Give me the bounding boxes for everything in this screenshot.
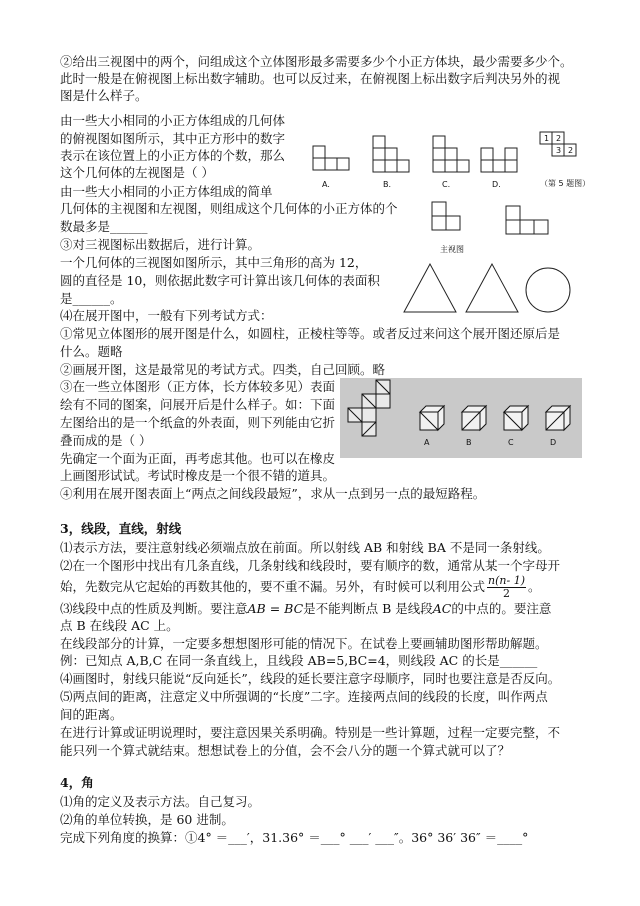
section-heading: 3，线段，直线，射线 bbox=[60, 521, 182, 536]
text-line: 在线段部分的计算，一定要多想想图形可能的情况下。在试卷上要画辅助图形帮助解题。 bbox=[60, 636, 548, 651]
text-span: 。 bbox=[527, 579, 541, 594]
text-line: 是______。 bbox=[60, 291, 123, 306]
option-b-label: B. bbox=[383, 180, 392, 189]
section-heading: 4，角 bbox=[60, 775, 94, 790]
top-view-options-figure bbox=[305, 128, 541, 198]
main-and-left-view-figure bbox=[430, 198, 570, 242]
text-line: 先确定一个面为正面，再考虑其他。也可以在橡皮 bbox=[60, 451, 336, 466]
text-line: 能只列一个算式就结束。想想试卷上的分值，会不会八分的题一个算式就可以了？ bbox=[60, 743, 511, 758]
fraction-denominator: 2 bbox=[503, 587, 510, 600]
cube-net-figure bbox=[340, 378, 582, 458]
box-option-label: C bbox=[508, 438, 514, 447]
text-line: ⑵角的单位转换，是 60 进制。 bbox=[60, 812, 234, 827]
text-line: 此时一般是在俯视图上标出数字辅助。也可以反过来，在俯视图上标出数字后判决另外的视 bbox=[60, 71, 561, 86]
text-line: 圆的直径是 10，则依据此数字可计算出该几何体的表面积 bbox=[60, 273, 380, 288]
q5-caption: （第 5 题图） bbox=[540, 179, 591, 188]
equation: AB = BC bbox=[247, 601, 304, 616]
text-line: ⑵在一个图形中找出有几条直线，几条射线和线段时，要有顺序的数，通常从某一个字母开 bbox=[60, 558, 561, 573]
text-line: 上画图形试试。考试时橡皮是一个很不错的道具。 bbox=[60, 468, 336, 483]
text-line-with-formula bbox=[60, 575, 541, 600]
text-line: ⑴角的定义及表示方法。自己复习。 bbox=[60, 794, 261, 809]
box-option-label: B bbox=[466, 438, 472, 447]
option-a-label: A. bbox=[322, 180, 330, 189]
text-line: 图是什么样子。 bbox=[60, 88, 148, 103]
text-line: 表示在该位置上的小正方体的个数，那么 bbox=[60, 148, 286, 163]
text-line: 数最多是______ bbox=[60, 219, 148, 234]
box-option-label: D bbox=[550, 438, 557, 447]
segment-name: AC bbox=[432, 601, 452, 616]
grid-number: 2 bbox=[568, 146, 574, 155]
text-line: 一个几何体的三视图如图所示，其中三角形的高为 12， bbox=[60, 255, 368, 270]
text-line: ⑴表示方法，要注意射线必须端点放在前面。所以射线 AB 和射线 BA 不是同一条射线。 bbox=[60, 540, 550, 555]
text-span: 始，先数完从它起始的再数其他的，要不重不漏。另外，有时候可以利用公式 bbox=[60, 579, 486, 594]
text-line: ③对三视图标出数据后，进行计算。 bbox=[60, 237, 261, 252]
text-line: ③在一些立体图形（正方体，长方体较多见）表面 bbox=[60, 379, 336, 394]
text-line: 例：已知点 A,B,C 在同一条直线上，且线段 AB=5,BC=4，则线段 AC 的长是______ bbox=[60, 653, 538, 668]
text-line: ②画展开图，这是最常见的考试方式。四类，自己回顾。略 bbox=[60, 362, 386, 377]
three-views-figure bbox=[400, 258, 580, 318]
text-line: 叠而成的是（ ） bbox=[60, 433, 152, 448]
text-line: 的俯视图如图所示，其中正方形中的数字 bbox=[60, 131, 286, 146]
text-line: 点 B 在线段 AC 上。 bbox=[60, 618, 179, 633]
text-line: 间的距离。 bbox=[60, 707, 123, 722]
option-c-label: C. bbox=[442, 180, 451, 189]
text-span: 是不能判断点 B 是线段 bbox=[303, 601, 433, 616]
text-line: 这个几何体的左视图是（ ） bbox=[60, 165, 214, 180]
grid-number: 1 bbox=[544, 134, 550, 143]
text-line: ⑸两点间的距离，注意定义中所强调的“长度”二字。连接两点间的线段的长度，叫作两点 bbox=[60, 689, 548, 704]
text-line: 绘有不同的图案，问展开后是什么样子。如：下面 bbox=[60, 397, 336, 412]
text-line: 在进行计算或证明说理时，要注意因果关系明确。特别是一些计算题，过程一定要完整，不 bbox=[60, 725, 561, 740]
text-line: 由一些大小相同的小正方体组成的简单 bbox=[60, 184, 273, 199]
grid-number: 2 bbox=[556, 134, 562, 143]
text-line: 几何体的主视图和左视图，则组成这个几何体的小正方体的个 bbox=[60, 201, 398, 216]
box-option-label: A bbox=[424, 438, 430, 447]
text-line: ④利用在展开图表面上“两点之间线段最短”，求从一点到另一点的最短路程。 bbox=[60, 486, 486, 501]
text-line: ①常见立体图形的展开图是什么，如圆柱，正棱柱等等。或者反过来问这个展开图还原后是 bbox=[60, 326, 561, 341]
text-line: 左图给出的是一个纸盒的外表面，则下列能由它折 bbox=[60, 415, 336, 430]
option-d-label: D. bbox=[492, 180, 501, 189]
text-line bbox=[60, 600, 551, 617]
text-line: ⑷在展开图中，一般有下列考试方式： bbox=[60, 308, 273, 323]
text-line: 什么。题略 bbox=[60, 344, 123, 359]
text-span: 的中点的。要注意 bbox=[451, 601, 552, 616]
text-line: 由一些大小相同的小正方体组成的几何体 bbox=[60, 113, 286, 128]
formula-fraction bbox=[487, 575, 526, 600]
grid-number: 3 bbox=[556, 146, 562, 155]
fraction-numerator: n(n- 1) bbox=[488, 574, 525, 587]
text-span: ⑶线段中点的性质及判断。要注意 bbox=[60, 601, 248, 616]
main-view-caption: 主视图 bbox=[440, 245, 464, 254]
text-line: ②给出三视图中的两个，问组成这个立体图形最多需要多少个小正方体块，最少需要多少个。 bbox=[60, 54, 573, 69]
text-line: ⑷画图时，射线只能说“反向延长”，线段的延长要注意字母顺序，同时也要注意是否反向。 bbox=[60, 671, 561, 686]
text-line: 完成下列角度的换算：①4° ＝___′，31.36° ＝___° ___′ ___″。36° 36′ 36″ ＝____° bbox=[60, 830, 529, 845]
